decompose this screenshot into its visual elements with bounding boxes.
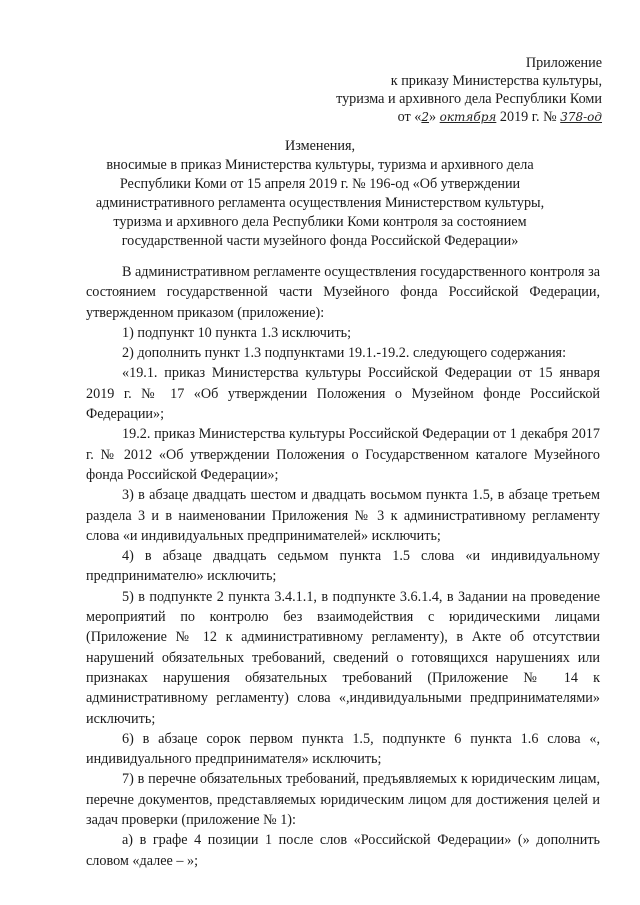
appendix-header xyxy=(336,54,602,126)
paragraph-item-2: 2) дополнить пункт 1.3 подпунктами 19.1.-19.2. следующего содержания: xyxy=(122,345,567,362)
document-body xyxy=(86,262,600,871)
paragraph-item-7a: а) в графе 4 позиции 1 после слов «Российской Федерации» (» дополнить словом «далее – »; xyxy=(86,832,600,869)
header-line-2: к приказу Министерства культуры, xyxy=(390,73,602,89)
date-mid: » xyxy=(429,109,440,125)
document-title xyxy=(80,137,560,251)
date-day: 2 xyxy=(421,110,430,124)
paragraph-intro: В административном регламенте осуществления государственного контроля за состоянием государственной части Музейного фонда Российской Федерации, утвержденном приказом (приложение): xyxy=(86,264,600,321)
title-heading: Изменения, xyxy=(284,138,356,154)
paragraph-item-1: 1) подпункт 10 пункта 1.3 исключить; xyxy=(122,324,352,341)
paragraph-19-1: «19.1. приказ Министерства культуры Российской Федерации от 15 января 2019 г. № 17 «Об утверждении Положения о Музейном фонде Российской Федерации»; xyxy=(86,365,600,423)
paragraph-item-5: 5) в подпункте 2 пункта 3.4.1.1, в подпункте 3.6.1.4, в Задании на проведение мероприятий по контролю без взаимодействия с юридическими лицами (Приложение № 12 к административному регламенту), в Акте об отсутствии нарушений обязательных требований, сведений о готовящихся нарушениях или признаках нарушения обязательных требований (Приложение № 14 к административному регламенту) слова «,индивидуальными предпринимателями» исключить; xyxy=(86,588,600,727)
title-text: вносимые в приказ Министерства культуры, туризма и архивного дела Республики Коми от 15 апреля 2019 г. № 196-од «Об утверждении административного регламента осуществления Министерством культуры, туризма и архивного дела Республики Коми контроля за состоянием государственной части музейного фонда Российской Федерации» xyxy=(95,157,545,249)
paragraph-item-7: 7) в перечне обязательных требований, предъявляемых к юридическим лицам, перечне документов, представляемых юридическим лицом для достижения целей и задач проверки (приложение № 1): xyxy=(86,771,600,829)
header-line-4 xyxy=(336,108,602,126)
paragraph-item-6: 6) в абзаце сорок первом пункта 1.5, подпункте 6 пункта 1.6 слова «, индивидуального предпринимателя» исключить; xyxy=(86,730,600,768)
header-line-3: туризма и архивного дела Республики Коми xyxy=(336,91,602,107)
date-prefix: от « xyxy=(397,109,422,125)
date-month: октября xyxy=(439,110,497,124)
header-line-1: Приложение xyxy=(525,55,602,71)
paragraph-item-3: 3) в абзаце двадцать шестом и двадцать восьмом пункта 1.5, в абзаце третьем раздела 3 и в наименовании Приложения № 3 к административному регламенту слова «и индивидуальных предпринимателей» исключить; xyxy=(86,487,600,544)
paragraph-item-4: 4) в абзаце двадцать седьмом пункта 1.5 слова «и индивидуальному предпринимателю» исключить; xyxy=(86,548,600,585)
order-number: 378-од xyxy=(560,110,602,124)
paragraph-19-2: 19.2. приказ Министерства культуры Российской Федерации от 1 декабря 2017 г. № 2012 «Об утверждении Положения о Государственном каталоге Музейного фонда Российской Федерации»; xyxy=(86,426,600,483)
date-year: 2019 г. № xyxy=(496,109,561,125)
